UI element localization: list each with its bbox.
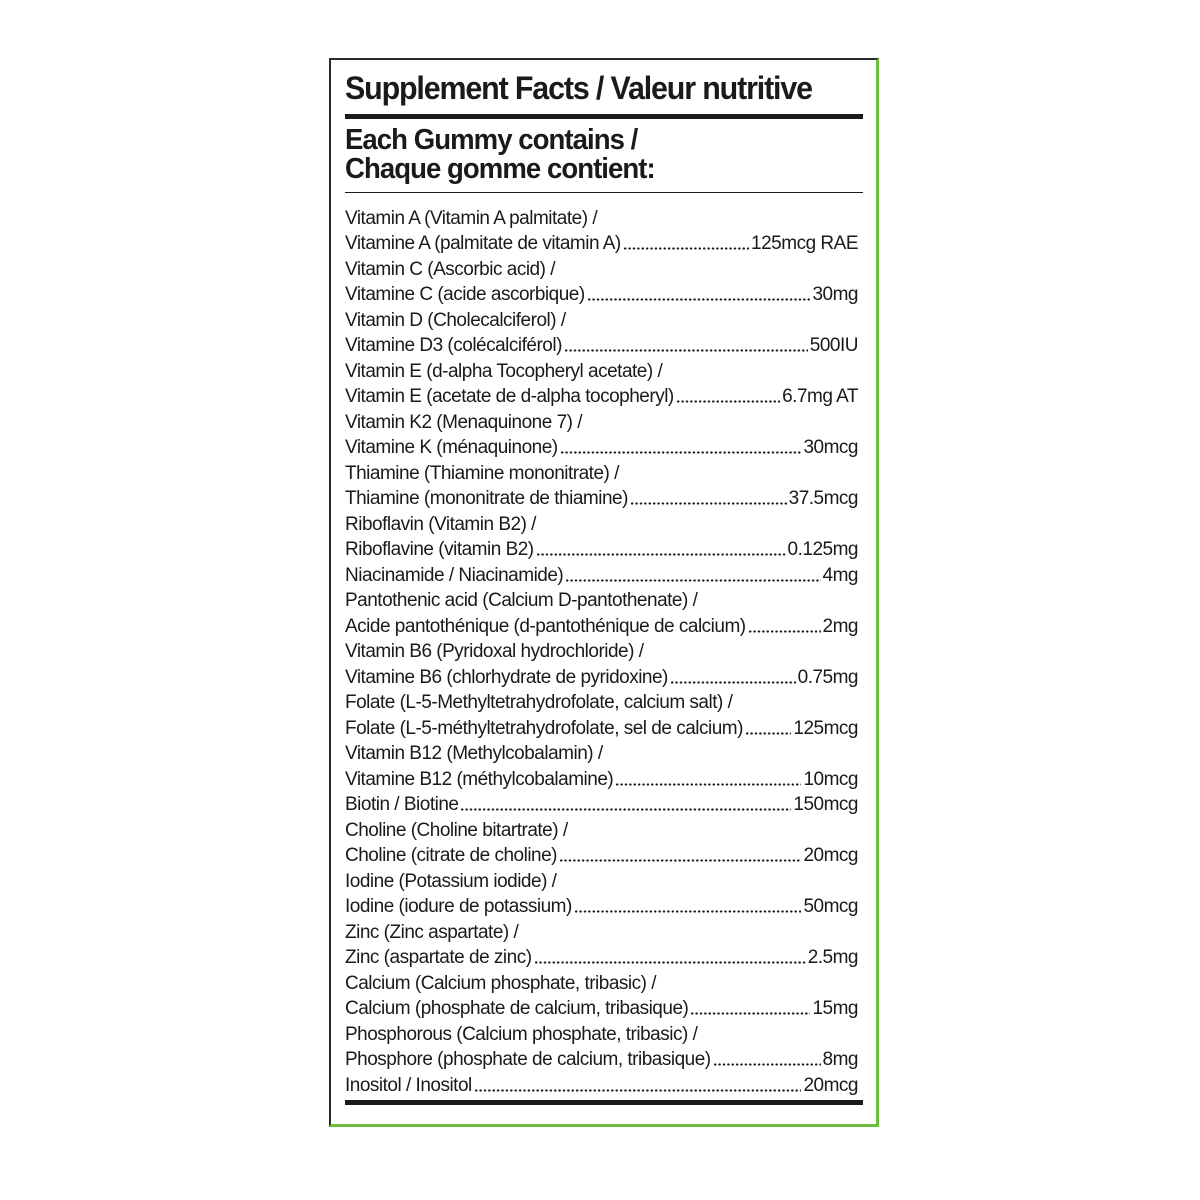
nutrient-row [345, 790, 858, 816]
dot-leader [670, 681, 796, 684]
nutrient-label-fr: Inositol / Inositol [345, 1074, 472, 1096]
nutrient-amount: 125mcg RAE [751, 233, 858, 254]
nutrient-name-en [345, 739, 858, 765]
supplement-facts-panel [329, 58, 879, 1127]
nutrient-name-en [345, 1019, 858, 1045]
nutrient-row [345, 994, 858, 1020]
nutrient-amount: 500IU [809, 335, 858, 356]
nutrient-amount: 125mcg [793, 717, 858, 739]
title-divider [345, 114, 863, 119]
dot-leader [690, 1012, 810, 1015]
nutrient-label-en: Vitamin B12 (Methylcobalamin) / [345, 743, 603, 764]
nutrient-name-en [345, 254, 858, 280]
nutrient-label-en: Vitamin D (Cholecalciferol) / [345, 309, 566, 331]
nutrient-name-en [345, 407, 858, 433]
nutrient-name-en [345, 815, 858, 841]
nutrient-row [345, 841, 858, 867]
nutrient-row [345, 382, 858, 408]
nutrient-amount: 20mcg [803, 1074, 858, 1096]
dot-leader [565, 579, 820, 582]
nutrient-amount: 50mcg [803, 896, 858, 917]
nutrient-amount: 2.5mg [807, 947, 858, 968]
dot-leader [615, 783, 801, 786]
nutrient-label-fr: Iodine (iodure de potassium) [345, 896, 572, 917]
nutrient-label-fr: Riboflavine (vitamin B2) [345, 539, 534, 560]
nutrient-label-fr: Vitamine B12 (méthylcobalamine) [345, 768, 614, 790]
nutrient-label-en: Thiamine (Thiamine mononitrate) / [345, 462, 619, 484]
nutrient-row [345, 280, 858, 306]
nutrient-amount: 0.75mg [797, 666, 858, 688]
dot-leader [574, 910, 802, 913]
nutrient-label-en: Iodine (Potassium iodide) / [345, 870, 557, 892]
nutrient-label-fr: Calcium (phosphate de calcium, tribasique) [345, 998, 689, 1019]
nutrient-row [345, 943, 858, 969]
nutrient-label-fr: Vitamine C (acide ascorbique) [345, 284, 585, 305]
nutrient-label-fr: Niacinamide / Niacinamide) [345, 564, 564, 586]
nutrient-row [345, 713, 858, 739]
nutrient-row [345, 331, 858, 357]
nutrient-name-en [345, 688, 858, 714]
nutrient-row [345, 1070, 858, 1096]
nutrient-label-en: Pantothenic acid (Calcium D-pantothenate) / [345, 590, 698, 611]
nutrient-name-en [345, 509, 858, 535]
nutrient-label-fr: Vitamin E (acetate de d-alpha tocopheryl) [345, 386, 674, 407]
panel-title: Supplement Facts / Valeur nutritive [345, 70, 812, 106]
nutrient-name-en [345, 866, 858, 892]
nutrient-label-fr: Folate (L-5-méthyltetrahydrofolate, sel de calcium) [345, 717, 743, 739]
nutrient-label-en: Vitamin A (Vitamin A palmitate) / [345, 207, 598, 229]
dot-leader [623, 247, 749, 250]
nutrient-label-fr: Biotin / Biotine [345, 794, 459, 815]
nutrient-label-en: Calcium (Calcium phosphate, tribasic) / [345, 972, 657, 994]
nutrient-row [345, 433, 858, 459]
nutrient-label-en: Vitamin C (Ascorbic acid) / [345, 258, 555, 280]
nutrient-label-fr: Vitamine D3 (colécalciférol) [345, 335, 562, 356]
nutrient-name-en [345, 458, 858, 484]
nutrient-amount: 10mcg [803, 768, 858, 790]
dot-leader [536, 553, 786, 556]
nutrient-label-en: Phosphorous (Calcium phosphate, tribasic) / [345, 1023, 698, 1045]
nutrient-row [345, 229, 858, 255]
nutrient-amount: 0.125mg [787, 539, 858, 560]
nutrient-row [345, 1045, 858, 1071]
nutrient-amount: 4mg [822, 564, 858, 586]
nutrient-list [345, 203, 858, 1096]
dot-leader [559, 859, 801, 862]
dot-leader [564, 349, 808, 352]
nutrient-amount: 15mg [812, 998, 858, 1019]
dot-leader [587, 298, 811, 301]
nutrient-label-fr: Zinc (aspartate de zinc) [345, 947, 532, 968]
nutrient-amount: 37.5mcg [788, 488, 858, 509]
dot-leader [460, 808, 791, 811]
nutrient-amount: 20mcg [803, 845, 858, 866]
nutrient-label-en: Folate (L-5-Methyltetrahydrofolate, calcium salt) / [345, 692, 733, 713]
nutrient-row [345, 662, 858, 688]
serving-heading-en: Each Gummy contains / [345, 124, 638, 156]
dot-leader [713, 1063, 821, 1066]
bottom-divider [345, 1100, 863, 1105]
nutrient-label-en: Vitamin E (d-alpha Tocopheryl acetate) / [345, 360, 663, 382]
nutrient-row [345, 535, 858, 561]
nutrient-amount: 30mg [812, 284, 858, 305]
serving-heading-fr: Chaque gomme contient: [345, 153, 655, 185]
dot-leader [474, 1089, 802, 1092]
serving-divider [345, 192, 863, 193]
nutrient-row [345, 560, 858, 586]
nutrient-row [345, 764, 858, 790]
serving-heading [345, 126, 839, 184]
nutrient-amount: 150mcg [793, 794, 858, 815]
dot-leader [560, 451, 802, 454]
nutrient-row [345, 484, 858, 510]
nutrient-label-fr: Phosphore (phosphate de calcium, tribasique) [345, 1049, 711, 1070]
nutrient-label-en: Vitamin K2 (Menaquinone 7) / [345, 411, 583, 433]
nutrient-name-en [345, 968, 858, 994]
dot-leader [534, 961, 806, 964]
nutrient-name-en [345, 637, 858, 663]
nutrient-name-en [345, 356, 858, 382]
nutrient-label-fr: Thiamine (mononitrate de thiamine) [345, 488, 628, 509]
nutrient-label-fr: Choline (citrate de choline) [345, 845, 558, 866]
dot-leader [748, 630, 821, 633]
nutrient-label-fr: Vitamine B6 (chlorhydrate de pyridoxine) [345, 666, 668, 688]
nutrient-label-en: Choline (Choline bitartrate) / [345, 819, 568, 841]
dot-leader [745, 732, 791, 735]
nutrient-label-fr: Vitamine A (palmitate de vitamin A) [345, 233, 621, 254]
nutrient-name-en [345, 203, 858, 229]
nutrient-label-en: Riboflavin (Vitamin B2) / [345, 513, 536, 535]
nutrient-amount: 30mcg [803, 437, 858, 458]
dot-leader [676, 400, 780, 403]
nutrient-label-fr: Acide pantothénique (d-pantothénique de calcium) [345, 615, 746, 637]
nutrient-row [345, 892, 858, 918]
nutrient-label-fr: Vitamine K (ménaquinone) [345, 437, 558, 458]
nutrient-amount: 8mg [822, 1049, 858, 1070]
nutrient-name-en [345, 917, 858, 943]
nutrient-label-en: Vitamin B6 (Pyridoxal hydrochloride) / [345, 641, 644, 662]
dot-leader [630, 502, 787, 505]
nutrient-amount: 2mg [822, 615, 858, 637]
nutrient-name-en [345, 586, 858, 612]
nutrient-amount: 6.7mg AT [782, 386, 858, 407]
nutrient-row [345, 611, 858, 637]
nutrient-name-en [345, 305, 858, 331]
nutrient-label-en: Zinc (Zinc aspartate) / [345, 921, 519, 943]
